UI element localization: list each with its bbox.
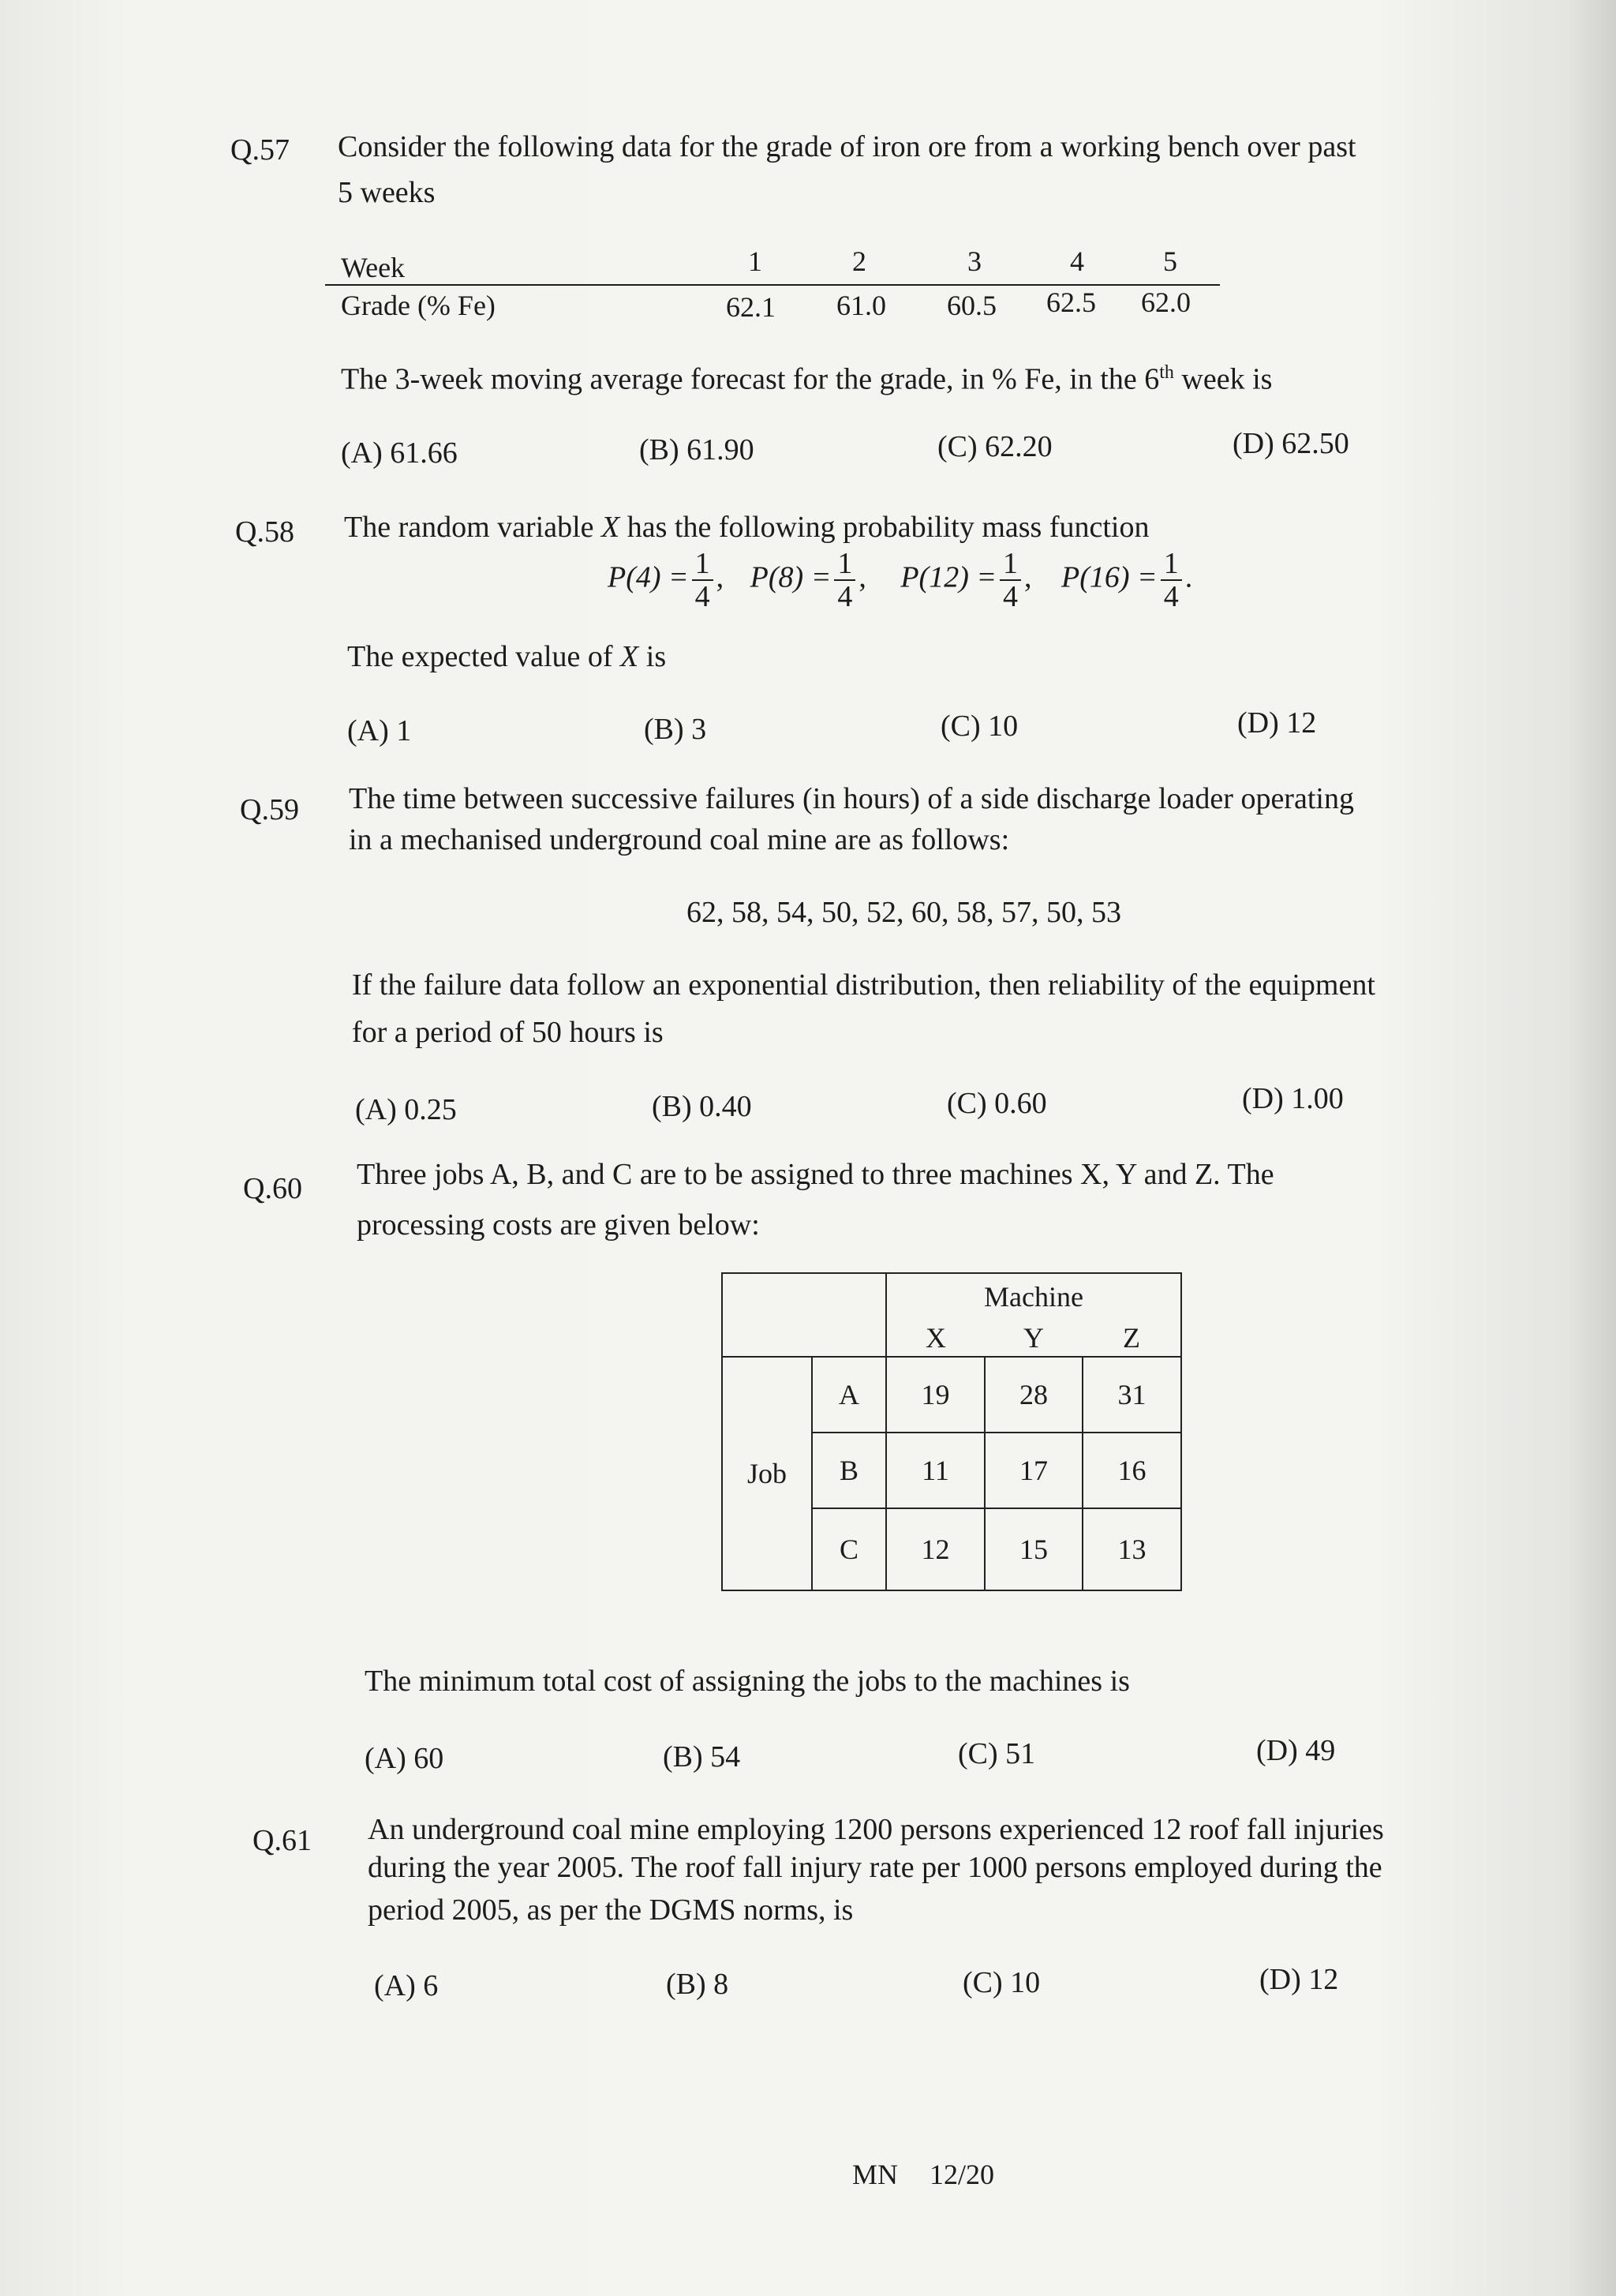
pmf-sep-2: , (858, 560, 866, 594)
q58-stem (344, 507, 1149, 548)
q58-number: Q.58 (235, 515, 294, 549)
q58-question (347, 636, 666, 677)
q58-stem-text: The random variable (344, 511, 602, 544)
q57-question-end: week is (1173, 362, 1273, 396)
cost-b-y: 17 (985, 1433, 1083, 1508)
pmf-label-4: P(16) = (1061, 560, 1158, 594)
q57-number: Q.57 (230, 133, 290, 167)
q57-week-label: Week (341, 252, 406, 283)
q61-option-c[interactable]: (C) 10 (963, 1966, 1041, 1999)
q59-failure-data: 62, 58, 54, 50, 52, 60, 58, 57, 50, 53 (686, 896, 1121, 929)
q58-option-b[interactable]: (B) 3 (644, 713, 707, 746)
pmf-num-1: 1 (692, 548, 713, 581)
q58-question-var: X (620, 640, 639, 673)
q57-question-sup: th (1159, 362, 1174, 383)
cost-a-y: 28 (985, 1357, 1083, 1433)
cost-a-z: 31 (1083, 1357, 1181, 1433)
pmf-num-2: 1 (834, 548, 855, 581)
cost-c-y: 15 (985, 1508, 1083, 1590)
q57-grade-2: 61.0 (836, 290, 886, 321)
cost-c-z: 13 (1083, 1508, 1181, 1590)
pmf-sep-1: , (716, 560, 724, 594)
q59-option-d[interactable]: (D) 1.00 (1242, 1082, 1344, 1115)
q59-question-line2: for a period of 50 hours is (352, 1016, 664, 1049)
q57-option-c[interactable]: (C) 62.20 (937, 430, 1053, 463)
q57-stem-line2: 5 weeks (338, 176, 436, 209)
q61-option-b[interactable]: (B) 8 (666, 1968, 729, 2001)
paper-code: MN (852, 2159, 899, 2190)
q61-number: Q.61 (252, 1824, 312, 1857)
cost-b-x: 11 (886, 1433, 985, 1508)
q61-stem-line3: period 2005, as per the DGMS norms, is (368, 1893, 854, 1927)
pmf-label-1: P(4) = (608, 560, 689, 594)
q59-number: Q.59 (240, 793, 299, 826)
q61-stem-line2: during the year 2005. The roof fall injury rate per 1000 persons employed during the (368, 1851, 1382, 1884)
pmf-den-1: 4 (694, 580, 710, 613)
q57-grade-label: Grade (% Fe) (341, 290, 496, 321)
machine-header: Machine (886, 1273, 1181, 1319)
q60-option-a[interactable]: (A) 60 (365, 1742, 444, 1775)
q58-stem-end: has the following probability mass function (619, 511, 1150, 544)
job-header: Job (722, 1357, 812, 1590)
job-b: B (812, 1433, 886, 1508)
pmf-frac-2 (834, 548, 855, 612)
q60-stem-line2: processing costs are given below: (357, 1208, 760, 1242)
pmf-den-4: 4 (1163, 580, 1179, 613)
q57-question-text: The 3-week moving average forecast for the grade, in % Fe, in the 6 (341, 362, 1160, 396)
q57-option-d[interactable]: (D) 62.50 (1233, 427, 1349, 460)
machine-z: Z (1083, 1319, 1181, 1357)
q58-option-a[interactable]: (A) 1 (347, 714, 412, 747)
pmf-label-3: P(12) = (900, 560, 997, 594)
pmf-term-4 (1061, 548, 1192, 612)
pmf-label-2: P(8) = (750, 560, 832, 594)
q58-pmf (608, 548, 1192, 612)
job-a: A (812, 1357, 886, 1433)
q57-grade-4: 62.5 (1046, 287, 1096, 318)
q61-stem-line1: An underground coal mine employing 1200 persons experienced 12 roof fall injuries (368, 1813, 1384, 1846)
q57-grade-5: 62.0 (1141, 287, 1191, 318)
q61-option-a[interactable]: (A) 6 (374, 1969, 439, 2002)
q57-week-1: 1 (748, 245, 762, 277)
q58-question-end: is (638, 640, 667, 673)
q59-option-a[interactable]: (A) 0.25 (355, 1093, 457, 1126)
q60-option-d[interactable]: (D) 49 (1256, 1734, 1336, 1767)
q60-option-c[interactable]: (C) 51 (958, 1737, 1036, 1770)
cost-table-corner (722, 1273, 886, 1357)
page-number: 12/20 (930, 2159, 995, 2190)
q57-grade-3: 60.5 (947, 290, 997, 321)
q59-stem-line2: in a mechanised underground coal mine are as follows: (349, 823, 1010, 856)
q57-option-a[interactable]: (A) 61.66 (341, 436, 458, 470)
pmf-sep-3: , (1024, 560, 1032, 594)
q58-option-c[interactable]: (C) 10 (941, 710, 1019, 743)
q61-option-d[interactable]: (D) 12 (1259, 1963, 1339, 1996)
cost-b-z: 16 (1083, 1433, 1181, 1508)
q58-stem-var: X (601, 511, 620, 544)
q59-option-c[interactable]: (C) 0.60 (947, 1087, 1047, 1120)
cost-c-x: 12 (886, 1508, 985, 1590)
q60-stem-line1: Three jobs A, B, and C are to be assigned to three machines X, Y and Z. The (357, 1158, 1274, 1191)
q57-option-b[interactable]: (B) 61.90 (639, 433, 754, 466)
q57-grade-table (325, 245, 1220, 338)
q59-option-b[interactable]: (B) 0.40 (652, 1090, 752, 1123)
q58-question-text: The expected value of (347, 640, 621, 673)
pmf-num-4: 1 (1161, 548, 1182, 581)
q59-question-line1: If the failure data follow an exponential distribution, then reliability of the equipment (352, 968, 1375, 1002)
job-c: C (812, 1508, 886, 1590)
q57-question (341, 352, 1272, 400)
pmf-frac-4 (1161, 548, 1182, 612)
pmf-frac-3 (1000, 548, 1021, 612)
q57-grade-1: 62.1 (726, 291, 776, 323)
q59-stem-line1: The time between successive failures (in hours) of a side discharge loader operating (349, 782, 1354, 815)
pmf-term-3 (900, 548, 1031, 612)
q60-cost-table (721, 1272, 1182, 1591)
cost-a-x: 19 (886, 1357, 985, 1433)
pmf-term-1 (608, 548, 724, 612)
pmf-sep-4: . (1184, 560, 1193, 594)
pmf-den-3: 4 (1003, 580, 1019, 613)
machine-y: Y (985, 1319, 1083, 1357)
pmf-term-2 (750, 548, 866, 612)
pmf-den-2: 4 (837, 580, 853, 613)
q57-week-4: 4 (1070, 245, 1084, 277)
machine-x: X (886, 1319, 985, 1357)
q60-option-b[interactable]: (B) 54 (663, 1740, 741, 1774)
q57-week-2: 2 (852, 245, 866, 277)
q60-number: Q.60 (243, 1172, 302, 1205)
q58-option-d[interactable]: (D) 12 (1237, 706, 1317, 740)
pmf-frac-1 (692, 548, 713, 612)
q57-stem-line1: Consider the following data for the grade of iron ore from a working bench over past (338, 130, 1356, 163)
q57-week-3: 3 (967, 245, 982, 277)
page-footer (852, 2158, 994, 2191)
q57-week-5: 5 (1163, 245, 1177, 277)
pmf-num-3: 1 (1000, 548, 1021, 581)
q60-question: The minimum total cost of assigning the jobs to the machines is (365, 1665, 1130, 1698)
